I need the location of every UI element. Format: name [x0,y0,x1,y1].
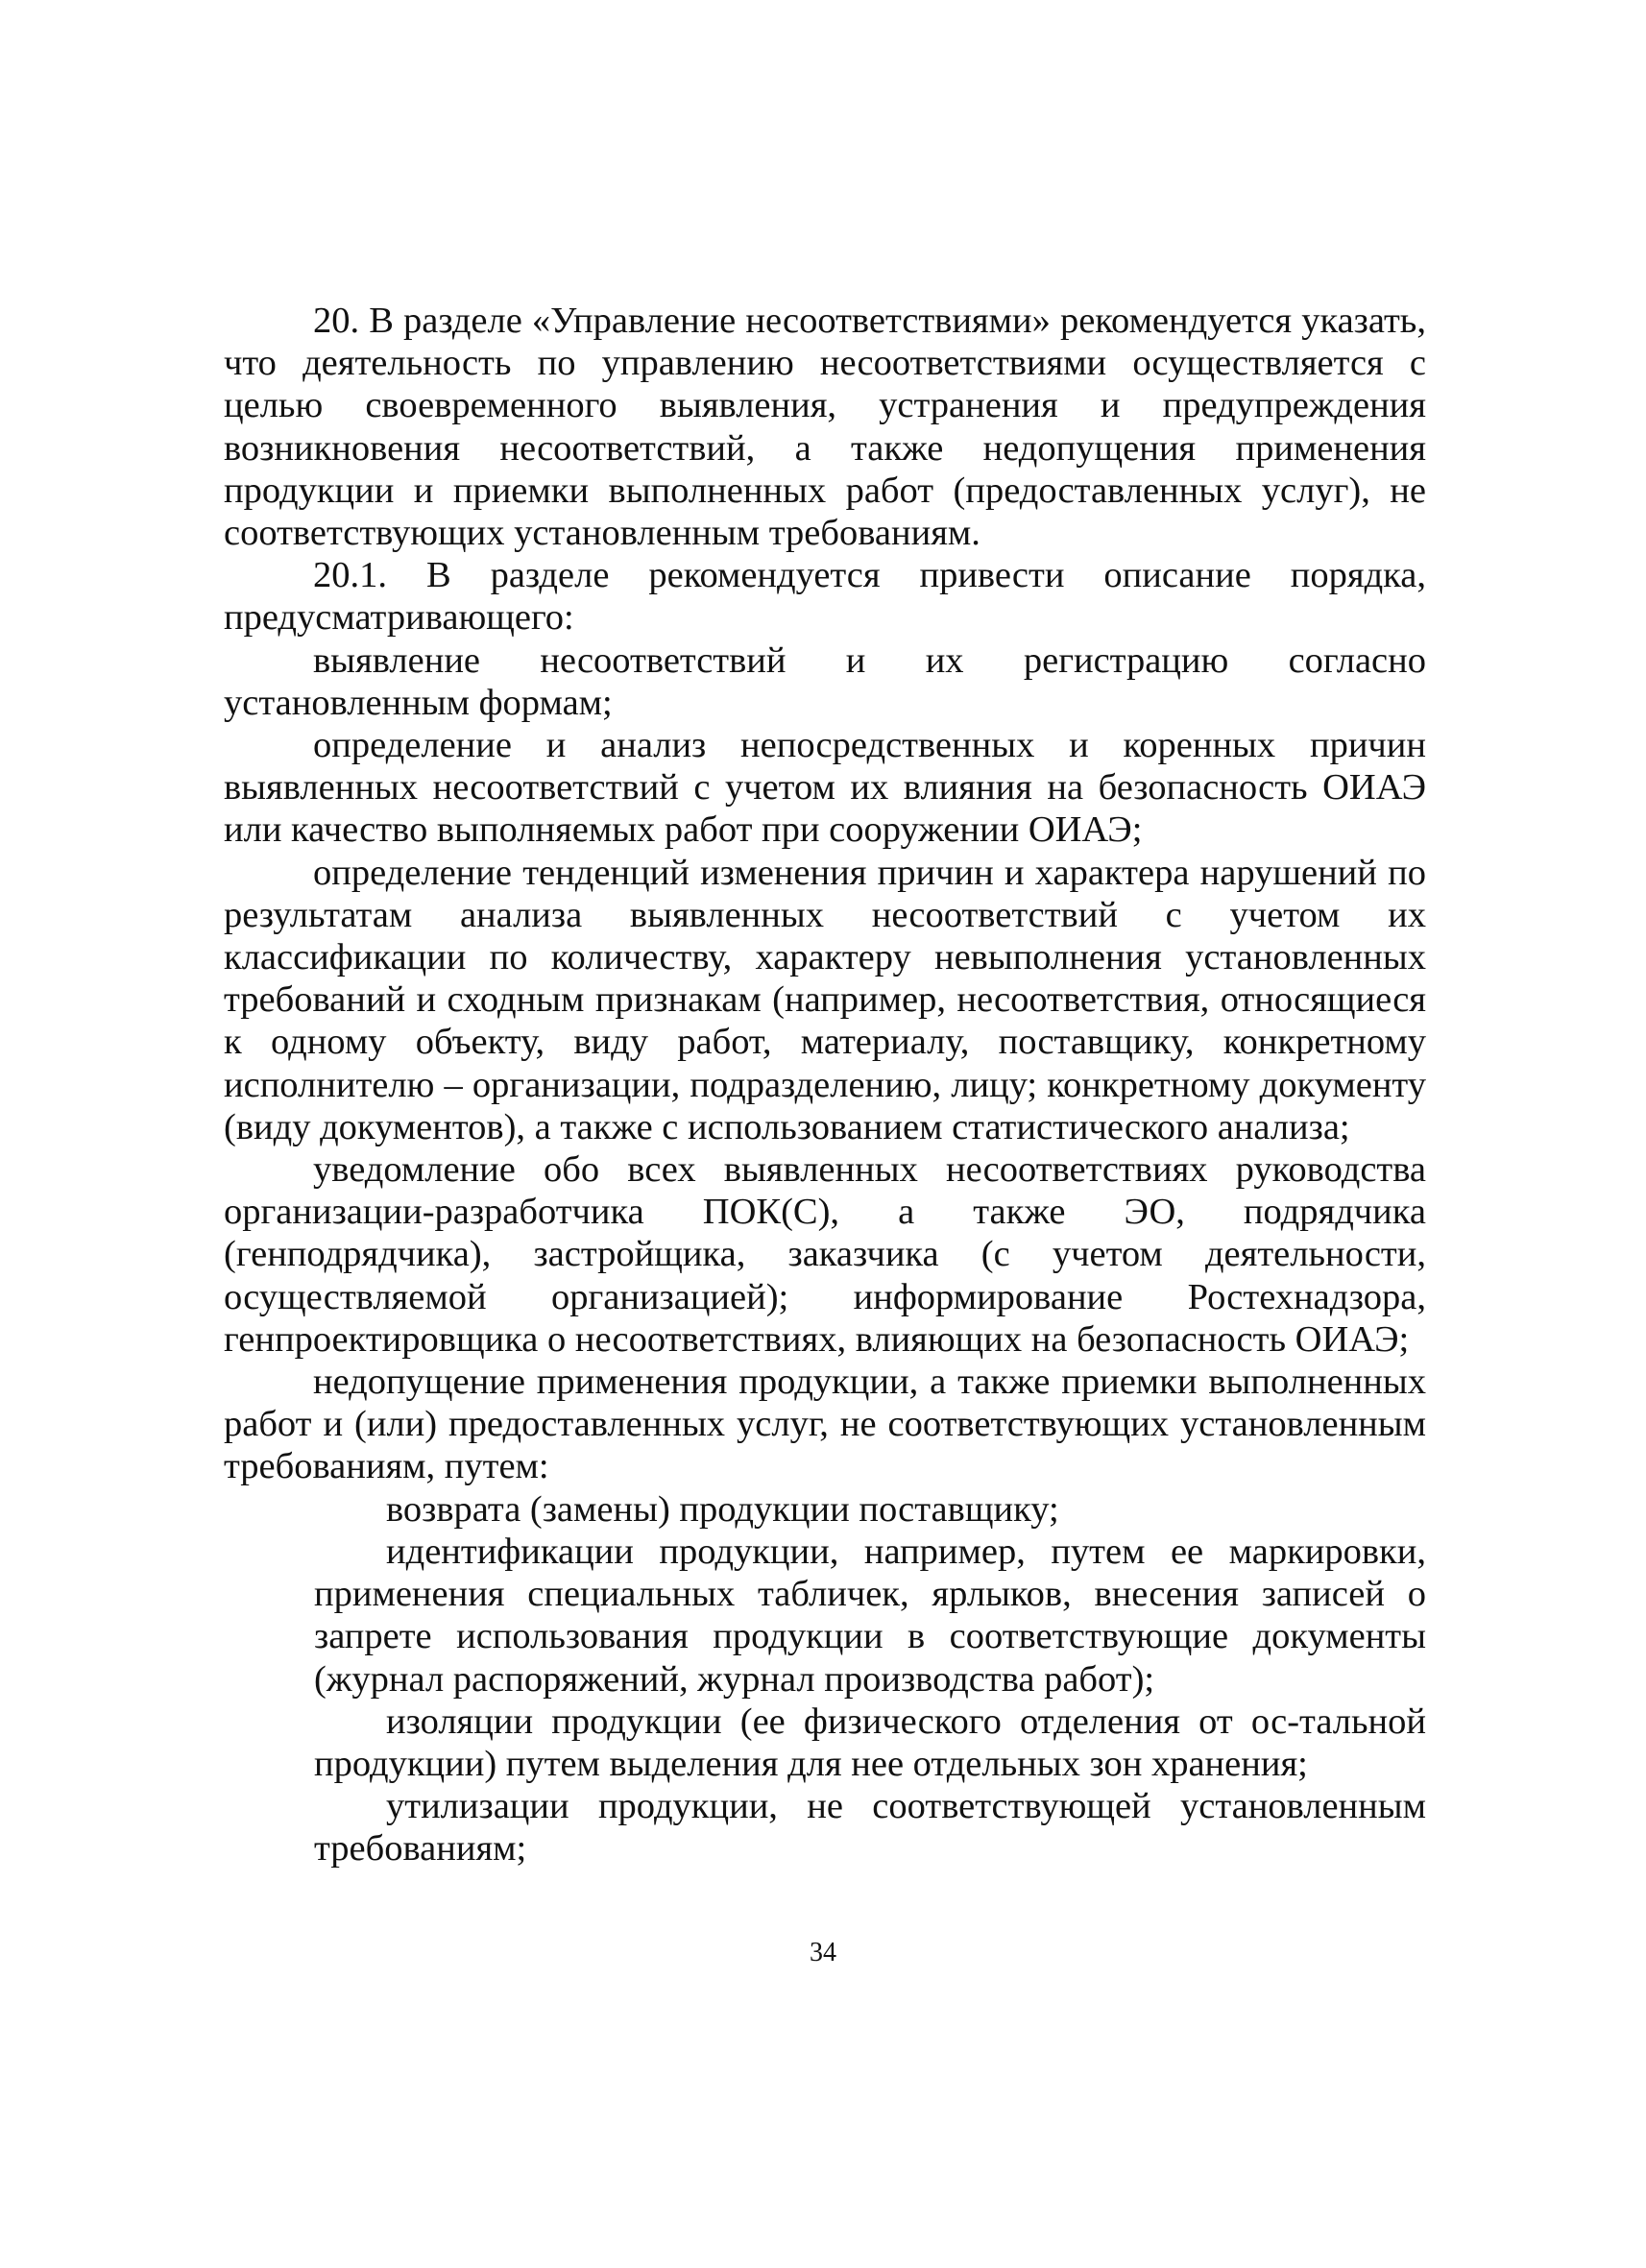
paragraph-20-1: 20.1. В разделе рекомендуется привести описание порядка, предусматривающего: [224,555,1426,639]
list-item: выявление несоответствий и их регистрацию согласно установленным формам; [224,639,1426,723]
sub-list-item: возврата (замены) продукции поставщику; [386,1488,1059,1530]
document-body [224,300,1426,1870]
list-item: определение и анализ непосредственных и коренных причин выявленных несоответствий с учетом их влияния на безопасность ОИАЭ или качество выполняемых работ при сооружении ОИАЭ; [224,725,1426,851]
list-item: определение тенденций изменения причин и характера нарушений по результатам анализа выявленных несоответствий с учетом их классификации по количеству, характеру невыполнения установленных требований и сходным признакам (например, несоответствия, относящиеся к одному объекту, виду работ, материалу, поставщику, конкретному исполнителю – организации, подразделению, лицу; конкретному документу (виду документов), а также с использованием статистического анализа; [224,852,1426,1147]
list-item: недопущение применения продукции, а также приемки выполненных работ и (или) предоставленных услуг, не соответствующих установленным требованиям, путем: [224,1362,1426,1487]
page-number: 34 [810,1938,836,1967]
list-item: уведомление обо всех выявленных несоответствиях руководства организации-разработчика ПОК(С), а также ЭО, подрядчика (генподрядчика), застройщика, заказчика (с учетом деятельности, осуществляемой организацией); информирование Ростехнадзора, генпроектировщика о несоответствиях, влияющих на безопасность ОИАЭ; [224,1149,1426,1360]
sub-list-item: изоляции продукции (ее физического отделения от ос-тальной продукции) путем выделения для нее отдельных зон хранения; [314,1701,1426,1784]
sub-list-item: утилизации продукции, не соответствующей установленным требованиям; [314,1786,1426,1870]
sub-list-item: идентификации продукции, например, путем ее маркировки, применения специальных табличек, ярлыков, внесения записей о запрете использования продукции в соответствующие документы (журнал распоряжений, журнал производства работ); [314,1531,1426,1700]
paragraph-20: 20. В разделе «Управление несоответствиями» рекомендуется указать, что деятельность по управлению несоответствиями осуществляется с целью своевременного выявления, устранения и предупреждения возникновения несоответствий, а также недопущения применения продукции и приемки выполненных работ (предоставленных услуг), не соответствующих установленным требованиям. [224,301,1426,554]
